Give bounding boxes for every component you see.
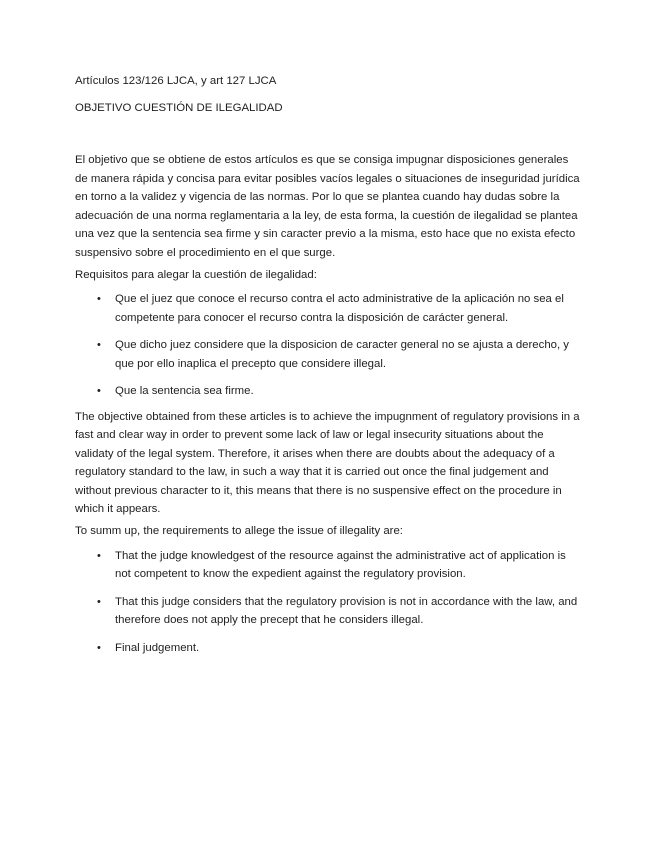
document-content	[75, 72, 582, 664]
bullet-item-en-3	[75, 639, 582, 658]
bullet-icon: •	[97, 385, 101, 397]
bullet-item-es-1	[75, 290, 582, 327]
bullet-text: Final judgement.	[115, 641, 200, 654]
bullet-text: Que la sentencia sea firme.	[115, 385, 254, 397]
heading-requirements-es: Requisitos para alegar la cuestión de ilegalidad:	[75, 268, 317, 281]
paragraph-english: The objective obtained from these articles is to achieve the impugnment of regulatory provisions in a fast and clear way in order to prevent some lack of law or legal insecurity situations about the validaty of the legal system. Therefore, it arises when there are doubts about the adequacy of a regulatory standard to the law, in such a way that it is carried out once the final judgement and without previous character to it, this means that there is no suspensive effect on the procedure in which it appears.	[75, 410, 580, 515]
heading-requirements-en: To summ up, the requirements to allege the issue of illegality are:	[75, 525, 403, 537]
bullet-text: Que dicho juez considere que la disposicion de caracter general no se ajusta a derecho, y que por ello inaplica el precepto que considere illegal.	[115, 339, 570, 370]
bullet-text: That this judge considers that the regulatory provision is not in accordance with the law, and therefore does not apply the precept that he considers illegal.	[115, 595, 578, 626]
bullet-item-en-2	[75, 593, 582, 630]
bullet-icon: •	[97, 641, 101, 654]
bullet-text: Que el juez que conoce el recurso contra el acto administrative de la aplicación no sea el competente para conocer el recurso contra la disposición de carácter general.	[115, 293, 564, 324]
bullet-icon: •	[97, 293, 101, 305]
bullet-item-en-1	[75, 547, 582, 584]
doc-subtitle-objective: OBJETIVO CUESTIÓN DE ILEGALIDAD	[75, 101, 283, 114]
bullet-icon: •	[97, 595, 101, 608]
doc-title-articles: Artículos 123/126 LJCA, y art 127 LJCA	[75, 75, 277, 87]
bullet-list-es	[75, 290, 582, 401]
bullet-item-es-3	[75, 382, 582, 401]
bullet-text: That the judge knowledgest of the resource against the administrative act of application is not competent to know the expedient against the regulatory provision.	[115, 549, 566, 580]
paragraph-spanish: El objetivo que se obtiene de estos artículos es que se consiga impugnar disposiciones generales de manera rápida y concisa para evitar posibles vacíos legales o situaciones de inseguridad jurídica en torno a la validez y vigencia de las normas. Por lo que se plantea cuando hay dudas sobre la adecuación de una norma reglamentaria a la ley, de esta forma, la cuestión de ilegalidad se plantea una vez que la sentencia sea firme y sin caracter previo a la misma, esto hace que no exista efecto suspensivo sobre el procedimiento en el que surge.	[75, 154, 580, 259]
bullet-item-es-2	[75, 336, 582, 373]
bullet-icon: •	[97, 549, 101, 562]
bullet-icon: •	[97, 339, 101, 351]
bullet-list-en	[75, 547, 582, 658]
